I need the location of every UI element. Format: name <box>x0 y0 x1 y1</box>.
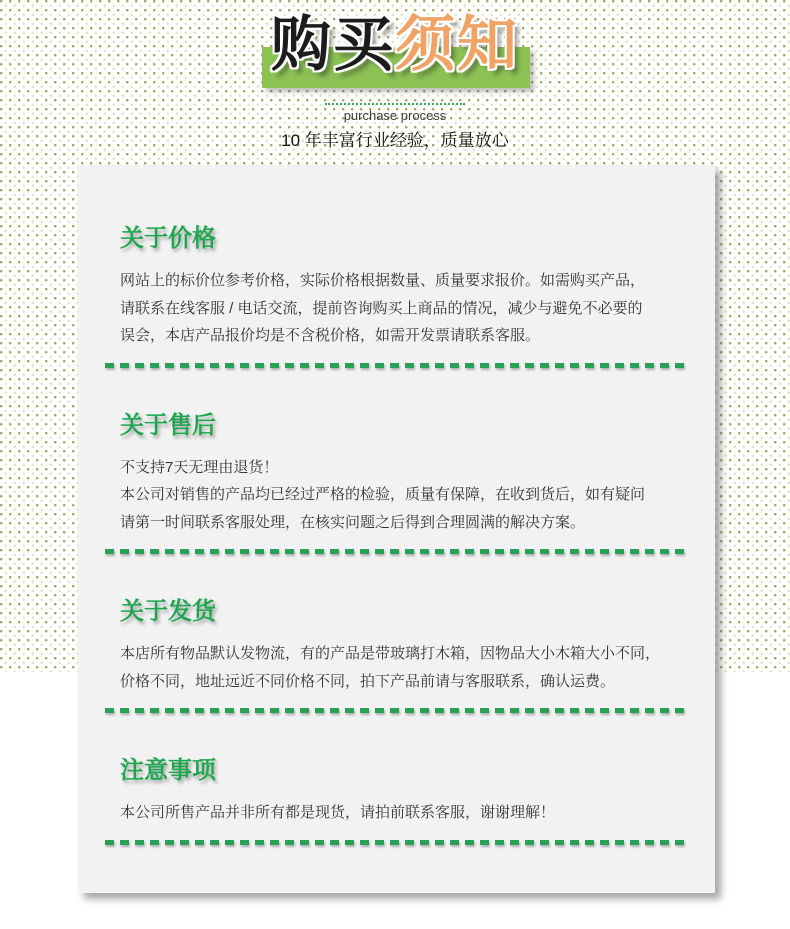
info-section <box>78 554 715 713</box>
page-title-black: 购买 <box>271 11 395 78</box>
section-inner <box>78 713 715 827</box>
body-line: 本公司所售产品并非所有都是现货，请拍前联系客服，谢谢理解！ <box>120 804 556 821</box>
body-line: 误会，本店产品报价均是不含税价格，如需开发票请联系客服。 <box>120 327 541 344</box>
body-line: 请联系在线客服 / 电话交流，提前咨询购买上商品的情况，减少与避免不必要的 <box>120 299 643 317</box>
subtitle-english: purchase process <box>343 108 447 123</box>
dashed-divider <box>105 363 688 368</box>
body-line: 本公司对销售的产品均已经过严格的检验，质量有保障，在收到货后，如有疑问 <box>120 486 646 503</box>
dashed-divider <box>105 840 688 845</box>
section-heading: 关于价格 <box>120 225 216 252</box>
page-title-orange: 须知 <box>395 11 519 78</box>
dotted-divider-line <box>325 103 465 105</box>
body-line: 本店所有物品默认发物流，有的产品是带玻璃打木箱，因物品大小木箱大小不同， <box>120 645 661 662</box>
info-section <box>78 368 715 555</box>
section-heading: 注意事项 <box>120 757 216 784</box>
info-section <box>78 165 715 368</box>
section-inner <box>78 368 715 537</box>
page-title <box>0 6 790 84</box>
section-heading: 关于售后 <box>120 411 216 439</box>
body-line: 价格不同，地址远近不同价格不同，拍下产品前请与客服联系，确认运费。 <box>120 672 616 690</box>
notice-card <box>78 165 715 893</box>
section-body <box>120 454 685 537</box>
section-inner <box>78 554 715 695</box>
section-body <box>120 799 685 827</box>
page-header <box>0 0 790 165</box>
info-section <box>78 713 715 845</box>
section-body <box>120 267 685 350</box>
body-line: 请第一时间联系客服处理，在核实问题之后得到合理圆满的解决方案。 <box>120 513 586 531</box>
body-line: 不支持7天无理由退货！ <box>120 458 279 476</box>
subtitle-chinese: 10 年丰富行业经验，质量放心 <box>281 131 509 150</box>
section-inner <box>78 165 715 350</box>
dashed-divider <box>105 549 688 554</box>
dashed-divider <box>105 708 688 713</box>
section-body <box>120 640 685 695</box>
body-line: 网站上的标价位参考价格，实际价格根据数量、质量要求报价。如需购买产品， <box>120 272 646 289</box>
section-heading: 关于发货 <box>120 598 216 625</box>
